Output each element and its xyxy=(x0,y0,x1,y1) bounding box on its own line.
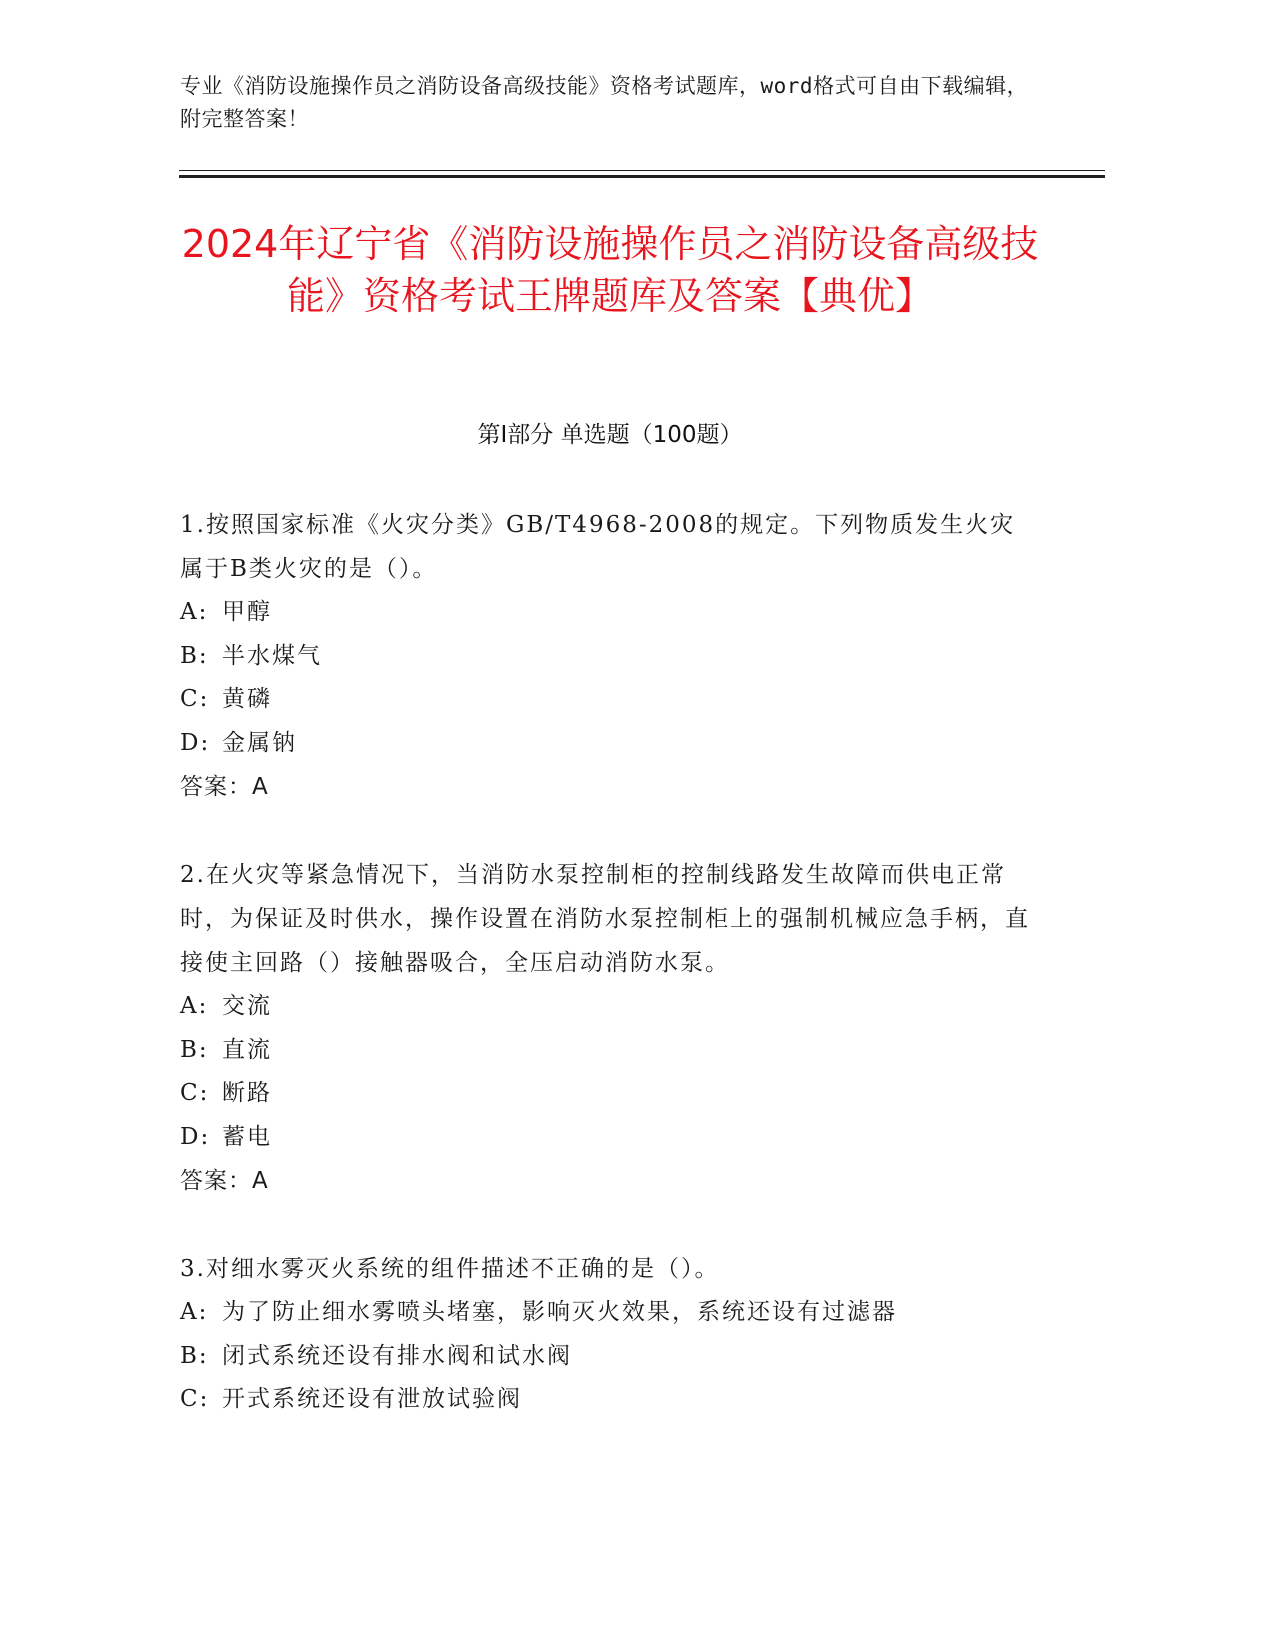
question-stem: 3.对细水雾灭火系统的组件描述不正确的是（）。 xyxy=(180,1256,720,1282)
option-text: 直流 xyxy=(222,1036,272,1063)
question-item xyxy=(180,853,1040,1203)
question-option xyxy=(180,591,1040,635)
option-text: 为了防止细水雾喷头堵塞，影响灭火效果，系统还设有过滤器 xyxy=(222,1299,897,1325)
header-divider-thin xyxy=(179,170,1105,171)
question-option xyxy=(180,1116,1040,1160)
option-text: 甲醇 xyxy=(222,599,272,625)
option-text: 闭式系统还设有排水阀和试水阀 xyxy=(222,1342,572,1369)
question-option xyxy=(180,722,1040,766)
question-answer: 答案：A xyxy=(180,1168,269,1194)
question-option xyxy=(180,678,1040,722)
option-letter: A: xyxy=(180,993,209,1019)
option-letter: D: xyxy=(180,1123,211,1150)
option-letter: A: xyxy=(180,599,209,625)
document-title: 2024年辽宁省《消防设施操作员之消防设备高级技能》资格考试王牌题库及答案【典优】 xyxy=(181,222,1039,318)
option-text: 半水煤气 xyxy=(222,642,322,669)
option-text: 交流 xyxy=(222,993,272,1019)
option-text: 蓄电 xyxy=(222,1123,272,1150)
option-text: 黄磷 xyxy=(222,686,272,712)
option-letter: D: xyxy=(180,729,211,756)
question-option xyxy=(180,1072,1040,1116)
question-option xyxy=(180,1335,1040,1379)
option-text: 断路 xyxy=(222,1080,272,1106)
option-letter: C: xyxy=(180,686,210,712)
question-option xyxy=(180,985,1040,1029)
option-letter: A: xyxy=(180,1299,209,1325)
question-list xyxy=(180,503,1040,1466)
option-letter: C: xyxy=(180,1080,210,1106)
question-option xyxy=(180,1291,1040,1335)
option-letter: B: xyxy=(180,1342,209,1369)
option-text: 开式系统还设有泄放试验阀 xyxy=(222,1386,522,1412)
option-letter: B: xyxy=(180,1036,209,1063)
option-letter: B: xyxy=(180,642,209,669)
question-option xyxy=(180,1029,1040,1073)
question-option xyxy=(180,1378,1040,1422)
section-title: 第I部分 单选题（100题） xyxy=(477,422,743,448)
question-answer: 答案：A xyxy=(180,774,269,800)
question-item xyxy=(180,1247,1040,1422)
option-letter: C: xyxy=(180,1386,210,1412)
question-option xyxy=(180,635,1040,679)
header-note: 专业《消防设施操作员之消防设备高级技能》资格考试题库，word格式可自由下载编辑，附完整答案！ xyxy=(180,74,1029,131)
question-stem: 1.按照国家标准《火灾分类》GB/T4968-2008的规定。下列物质发生火灾属于B类火灾的是（）。 xyxy=(180,512,1016,582)
question-item xyxy=(180,503,1040,809)
header-divider-thick xyxy=(179,175,1105,178)
option-text: 金属钠 xyxy=(222,729,297,756)
question-stem: 2.在火灾等紧急情况下，当消防水泵控制柜的控制线路发生故障而供电正常时，为保证及时供水，操作设置在消防水泵控制柜上的强制机械应急手柄，直接使主回路（）接触器吸合，全压启动消防水泵。 xyxy=(180,862,1030,976)
